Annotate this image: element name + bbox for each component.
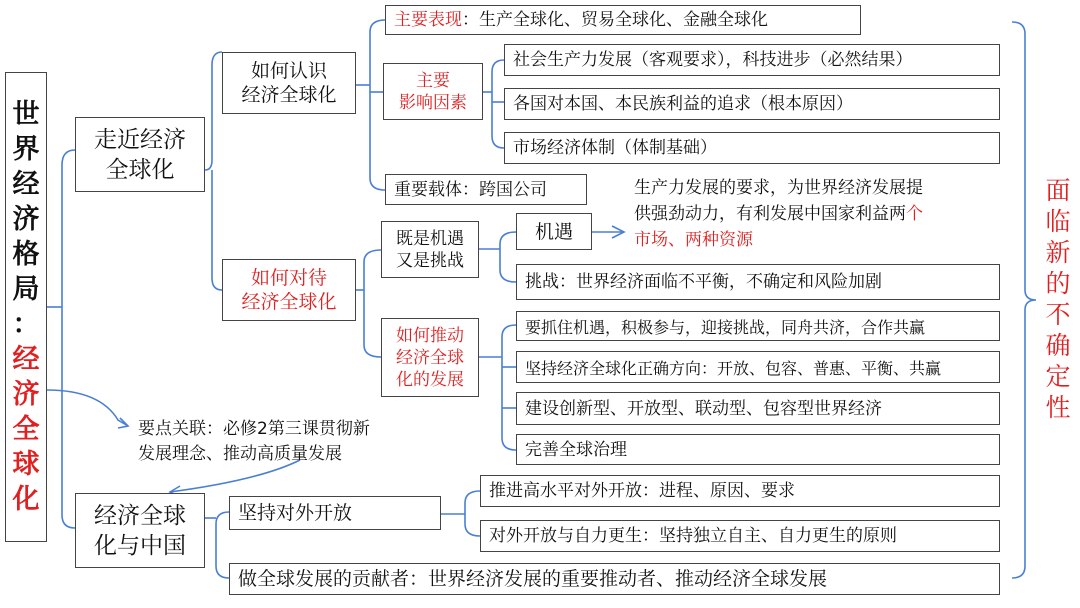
root-char: ：	[12, 309, 40, 340]
node-text: 坚持对外开放	[238, 502, 353, 524]
node-text: 要抓住机遇，积极参与，迎接挑战，同舟共济，合作共赢	[525, 317, 926, 337]
detail-line: 供强劲动力，有利发展中国家利益两	[634, 204, 906, 224]
node-line: 经济全球	[94, 502, 186, 529]
node-line: 走近经济	[94, 126, 186, 153]
detail-red: 个	[906, 204, 923, 224]
root-char-red: 经	[12, 344, 40, 375]
root-char-red: 化	[12, 484, 40, 515]
node-text: 市场经济体制（体制基础）	[513, 138, 717, 158]
right-char: 定	[1045, 362, 1071, 391]
root-char-red: 球	[12, 449, 40, 480]
right-char: 临	[1045, 207, 1071, 236]
node-line: 如何认识	[250, 60, 327, 82]
node-line: 又是挑战	[396, 250, 464, 271]
node-promote-governance	[516, 434, 1000, 465]
node-how-to-promote	[381, 318, 479, 397]
detail-line: 生产力发展的要求，为世界经济发展提	[634, 178, 923, 198]
root-char: 世	[12, 99, 40, 130]
node-how-to-treat	[222, 259, 356, 321]
node-self-reliance	[480, 520, 1000, 552]
root-title	[5, 72, 47, 542]
node-main-factors	[383, 63, 483, 120]
node-opportunity	[516, 213, 592, 250]
node-text: 重要载体：跨国公司	[394, 179, 547, 200]
root-char: 经	[12, 169, 40, 200]
node-text: 机遇	[534, 220, 573, 243]
node-factor-market-system	[504, 132, 1000, 164]
right-char: 面	[1045, 176, 1071, 205]
node-line: 经济全球化	[241, 291, 337, 313]
main-manifestations-text: ：生产全球化、贸易全球化、金融全球化	[462, 10, 768, 30]
root-char: 格	[12, 239, 40, 270]
node-text: 建设创新型、开放型、联动型、包容型世界经济	[525, 398, 882, 419]
right-char: 不	[1045, 300, 1071, 329]
root-char-red: 济	[12, 379, 40, 410]
root-char-red: 全	[12, 414, 40, 445]
node-factor-interests	[504, 88, 1000, 120]
node-how-to-recognize	[222, 52, 356, 114]
note-line: 发展理念、推动高质量发展	[138, 444, 342, 464]
node-text: 各国对本国、本民族利益的追求（根本原因）	[513, 94, 853, 114]
detail-red: 市场、两种资源	[634, 230, 753, 250]
node-text: 坚持经济全球化正确方向：开放、包容、普惠、平衡、共赢	[525, 358, 942, 378]
right-char: 确	[1045, 331, 1071, 360]
node-line: 如何推动	[396, 325, 464, 346]
root-char: 局	[12, 274, 40, 305]
opportunity-detail	[634, 175, 994, 253]
node-opening-up	[229, 496, 441, 530]
node-line: 化的发展	[396, 369, 464, 390]
node-main-manifestations	[385, 5, 861, 35]
right-char: 的	[1045, 269, 1071, 298]
node-promote-economy	[516, 392, 1000, 425]
node-challenge	[516, 264, 1000, 300]
node-promote-direction	[516, 351, 1000, 383]
node-line: 影响因素	[399, 92, 467, 113]
node-line: 经济全球化	[241, 84, 337, 106]
node-text: 对外开放与自力更生：坚持独立自主、自力更生的原则	[489, 526, 897, 546]
node-line: 化与中国	[94, 532, 186, 559]
node-high-level-opening	[480, 475, 1000, 507]
node-contributor	[229, 563, 1000, 595]
right-char: 新	[1045, 238, 1071, 267]
right-label	[1040, 175, 1076, 423]
node-line: 经济全球	[396, 347, 464, 368]
node-text: 社会生产力发展（客观要求），科技进步（必然结果）	[513, 50, 913, 70]
key-point-note	[138, 417, 428, 467]
node-factor-productivity	[504, 44, 1000, 76]
node-approach-globalization	[75, 117, 205, 192]
node-line: 全球化	[105, 156, 175, 183]
node-line: 如何对待	[250, 267, 327, 289]
node-important-carrier	[385, 174, 587, 205]
right-char: 性	[1045, 393, 1071, 422]
root-char: 济	[12, 204, 40, 235]
main-manifestations-label: 主要表现	[394, 10, 462, 30]
node-promote-seize	[516, 311, 1000, 341]
note-line: 要点关联：必修2第三课贯彻新	[138, 419, 370, 439]
node-globalization-and-china	[75, 493, 205, 568]
node-text: 挑战：世界经济面临不平衡，不确定和风险加剧	[525, 272, 882, 292]
root-char: 界	[12, 134, 40, 165]
node-text: 完善全球治理	[525, 439, 627, 460]
node-opportunity-and-challenge	[381, 221, 479, 278]
node-text: 推进高水平对外开放：进程、原因、要求	[489, 481, 795, 501]
node-line: 既是机遇	[396, 228, 464, 249]
node-text: 做全球发展的贡献者：世界经济发展的重要推动者、推动经济全球发展	[238, 568, 828, 590]
node-line: 主要	[416, 70, 450, 91]
